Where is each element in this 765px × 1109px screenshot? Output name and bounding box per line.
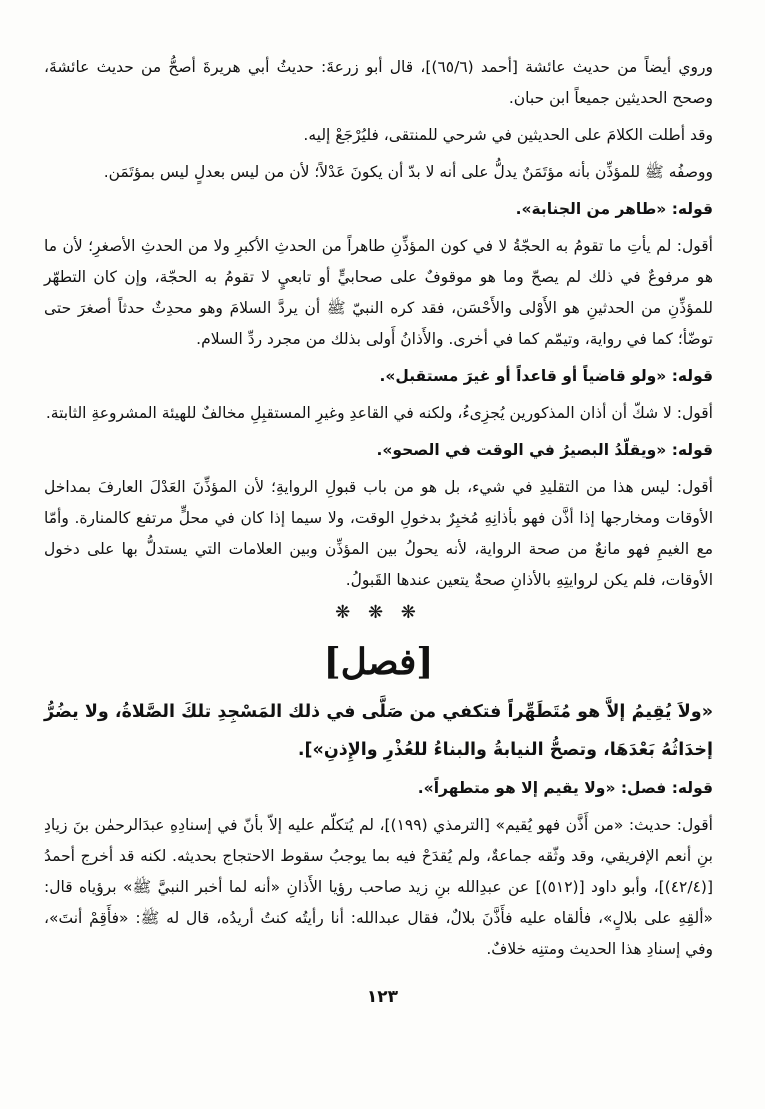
paragraph-sitting-commentary: أقول: لا شكّ أن أذان المذكورين يُجزِىءُ، ولكنه في القاعدِ وغيرِ المستقبِلِ مخالفٌ للهيئة المشروعةِ الثابتة.: [45, 404, 713, 422]
paragraph-muezzin-trustworthy: ووصفُه ﷺ للمؤذِّن بأنه مؤتَمَنٌ يدلُّ على أنه لا بدّ أن يكونَ عَدْلاً؛ لأن من ليس بعدلٍ ليس بمؤتَمَن.: [103, 163, 713, 181]
paragraph-aisha-hadith: وروي أيضاً من حديث عائشة [أحمد (٦٥/٦)]، قال أبو زرعةَ: حديثُ أبي هريرةَ أصحُّ من حديث عائشةَ، وصحح الحديثين جميعاً ابن حبان.: [44, 58, 713, 107]
section-heading: «ولاَ يُقِيمُ إلاَّ هو مُتَطَهِّراً فتكفي من صَلَّى في ذلك المَسْجِدِ تلكَ الصَّلاةُ، ولا يضُرُّ إخدَاثُهُ بَعْدَهَا، وتصحُّ النيابةُ والبناءُ للعُذْرِ والإِذنِ»].: [44, 702, 713, 760]
paragraph-purity-commentary: أقول: لم يأتِ ما تقومُ به الحجّةُ لا في كون المؤذِّنِ طاهراً من الحدثِ الأكبرِ ولا من الحدثِ الأصغرِ؛ لأن ما هو مرفوعٌ في ذلك لم يصحّ وما هو موقوفٌ على صحابيٍّ أو تابعيٍ لا تقومُ به الحجّة، وإن كان التطهّر للمؤذِّنِ من الحدثينِ هو الأَوْلى والأَحْسَن، فقد كره النبيّ ﷺ أن يردَّ السلامَ وهو محدِثٌ حدثاً أصغرَ حتى توضّأ؛ كما في رواية، وتيمّم كما في أخرى. والأَذانُ أَولى بذلك من مجرد ردِّ السلام.: [44, 237, 713, 348]
quote-heading-sighted: قوله: «ويقلّدُ البصيرُ في الوقت في الصحو».: [376, 441, 713, 459]
paragraph-muntaqa-reference: وقد أطلت الكلامَ على الحديثين في شرحي للمنتقى، فليُرْجَعْ إليه.: [303, 126, 713, 144]
section-title-wrap: [44, 637, 713, 687]
quote-heading-iqama: قوله: فصل: «ولا يقيم إلا هو متطهراً».: [417, 779, 713, 797]
page-number: ١٢٣: [366, 987, 399, 1007]
paragraph-iqama-commentary: أقول: حديث: «من أَذَّن فهو يُقيم» [الترمذي (١٩٩)]، لم يُتكلّم عليه إلاّ بأنّ في إسنادِهِ عبدَالرحمٰن بنَ زيادِ بنِ أنعم الإفريقي، وقد وثّقه جماعةٌ، ولم يُقدَحْ فيه بما يوجبُ سقوط الاحتجاج بحديثه. لكنه قد أخرج أحمدُ [(٤٢/٤)]، وأبو داود [(٥١٢)] عن عبدِالله بنِ زيد صاحب رؤيا الأَذانِ «أنه لما أخبر النبيَّ ﷺ» برؤياه قال: «ألقِهِ على بلالٍ»، فألقاه عليه فأَذَّنَ بلالٌ، فقال عبدالله: أنا رأيتُه كنتُ أريدُه، قال له ﷺ: «فأَقِمْ أنتَ»، وفي إسنادِ هذا الحديث ومتنِه خلافٌ.: [44, 816, 714, 958]
quote-heading-sitting: قوله: «ولو قاضياً أو قاعداً أو غيرَ مستقبل».: [379, 367, 713, 385]
paragraph-sighted-commentary: أقول: ليس هذا من التقليدِ في شيء، بل هو من باب قبولِ الروايةِ؛ لأن المؤذِّنَ العَدْلَ العارفَ بمداخل الأوقات ومخارجها إذا أذَّن فهو بأذانِهِ مُخبِرٌ بدخولِ الوقت، ولا سيما إذا كان في محلٍّ مرتفع كالمنارة. وأمّا مع الغيمِ فهو مانعٌ من صحة الرواية، لأنه يحولُ بين المؤذِّن وبين العلامات التي يستدلُّ بها على دخول الأوقات، فلم يكن لروايتِهِ بالأذانِ صحةٌ يتعين عندها القَبولُ.: [44, 478, 713, 589]
section-title: [فصل]: [323, 641, 434, 683]
section-separator: ❋ ❋ ❋: [335, 602, 422, 623]
quote-heading-purity: قوله: «طاهر من الجنابة».: [515, 200, 713, 218]
